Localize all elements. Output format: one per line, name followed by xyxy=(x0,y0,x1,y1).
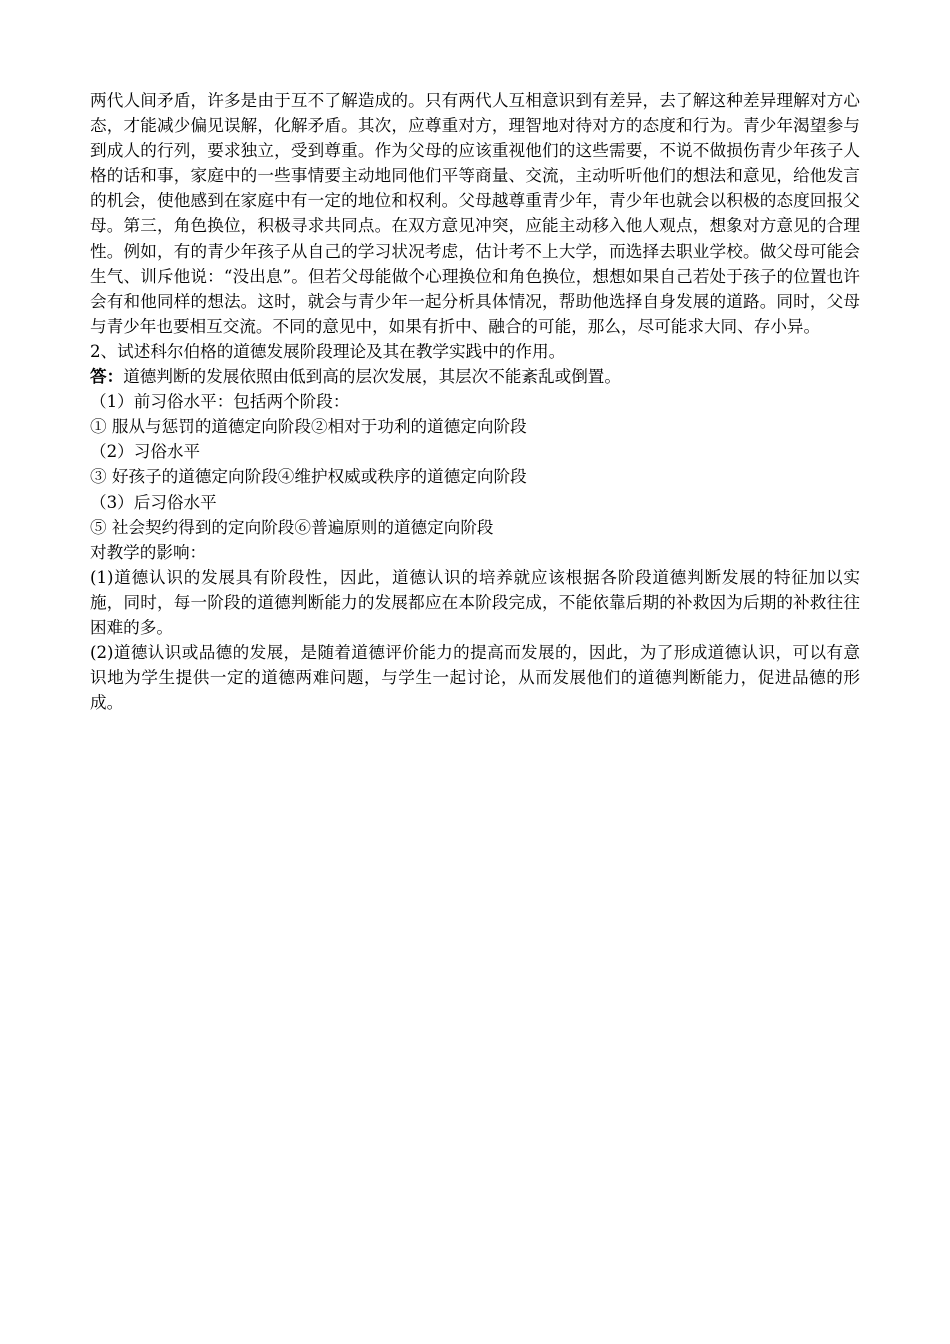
influence-heading: 对教学的影响： xyxy=(90,542,207,562)
question-2: 2、试述科尔伯格的道德发展阶段理论及其在教学实践中的作用。 xyxy=(90,341,566,361)
answer-text: 道德判断的发展依照由低到高的层次发展，其层次不能紊乱或倒置。 xyxy=(123,367,621,387)
answer-line xyxy=(90,364,860,389)
level-2-heading: （2）习俗水平 xyxy=(90,442,201,462)
level-1-stages: ① 服从与惩罚的道德定向阶段②相对于功利的道德定向阶段 xyxy=(90,417,527,437)
level-1-heading: （1）前习俗水平：包括两个阶段： xyxy=(90,392,350,412)
document-page xyxy=(90,88,860,715)
level-3-heading: （3）后习俗水平 xyxy=(90,492,217,512)
influence-point-2: (2)道德认识或品德的发展，是随着道德评价能力的提高而发展的，因此，为了形成道德认识，可以有意识地为学生提供一定的道德两难问题，与学生一起讨论，从而发展他们的道德判断能力，促进品德的形成。 xyxy=(90,643,860,713)
level-3-stages: ⑤ 社会契约得到的定向阶段⑥普遍原则的道德定向阶段 xyxy=(90,517,494,537)
answer-label: 答： xyxy=(90,366,124,387)
intro-paragraph: 两代人间矛盾，许多是由于互不了解造成的。只有两代人互相意识到有差异，去了解这种差异理解对方心态，才能减少偏见误解，化解矛盾。其次，应尊重对方，理智地对待对方的态度和行为。青少年渴望参与到成人的行列，要求独立，受到尊重。作为父母的应该重视他们的这些需要，不说不做损伤青少年孩子人格的话和事，家庭中的一些事情要主动地同他们平等商量、交流，主动听听他们的想法和意见，给他发言的机会，使他感到在家庭中有一定的地位和权利。父母越尊重青少年，青少年也就会以积极的态度回报父母。第三，角色换位，积极寻求共同点。在双方意见冲突，应能主动移入他人观点，想象对方意见的合理性。例如，有的青少年孩子从自己的学习状况考虑，估计考不上大学，而选择去职业学校。做父母可能会生气、训斥他说：“没出息”。但若父母能做个心理换位和角色换位，想想如果自己若处于孩子的位置也许会有和他同样的想法。这时，就会与青少年一起分析具体情况，帮助他选择自身发展的道路。同时，父母与青少年也要相互交流。不同的意见中，如果有折中、融合的可能，那么，尽可能求大同、存小异。 xyxy=(90,91,860,336)
level-2-stages: ③ 好孩子的道德定向阶段④维护权威或秩序的道德定向阶段 xyxy=(90,467,527,487)
influence-point-1: (1)道德认识的发展具有阶段性，因此，道德认识的培养就应该根据各阶段道德判断发展的特征加以实施，同时，每一阶段的道德判断能力的发展都应在本阶段完成，不能依靠后期的补救因为后期的补救往往困难的多。 xyxy=(90,567,860,637)
